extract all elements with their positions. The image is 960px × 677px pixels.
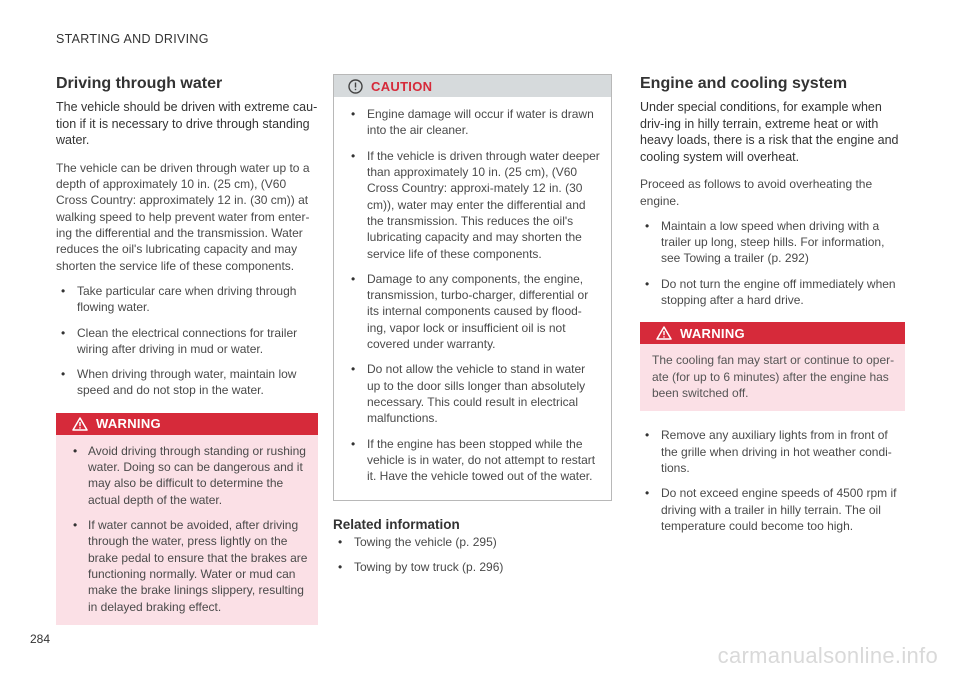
section-title-driving-through-water: Driving through water [56,75,223,92]
warning-box [640,322,905,411]
related-link-towing-vehicle[interactable]: • Towing the vehicle (p. 295) [338,534,497,549]
warning-triangle-icon [72,417,88,431]
bullet-glyph: • [73,518,78,532]
list-item: • If water cannot be avoided, after driving through the water, press lightly on the brake pedal to ensure that the brakes are functioning normally. Water or mud can make the brake linings slippery, resulting in delayed braking effect. [73,518,308,614]
bullet-list [640,218,905,309]
caution-bullet-list [346,106,601,485]
column-caution [333,74,612,584]
warning-header [640,322,905,344]
lead-paragraph: Under special conditions, for example when driv-ing in hilly terrain, extreme heat or with heavy loads, there is a risk that the engine and cooling system will overheat. [640,100,899,164]
warning-bullet-list [68,443,308,615]
caution-title: CAUTION [371,78,433,94]
body-paragraph: The vehicle can be driven through water up to a depth of approximately 10 in. (25 cm), (V60 Cross Country: approximately 12 in. (30 cm)) at walking speed to help prevent water from enter-ing the differential and the transmission. Water reduces the oil's lubricating capacity and may shorten the service life of these components. [56,160,310,273]
warning-body [640,344,905,411]
warning-triangle-icon [656,326,672,340]
bullet-glyph: • [61,283,66,298]
page-number: 284 [30,632,51,646]
bullet-glyph: • [645,486,650,501]
warning-box [56,413,318,625]
list-item: • Remove any auxiliary lights from in front of the grille when driving in hot weather condi-tions. [645,428,892,475]
bullet-glyph: • [73,443,78,458]
list-item: • Avoid driving through standing or rushing water. Doing so can be dangerous and it may also be difficult to determine the actual depth of the water. [73,443,306,507]
bullet-glyph: • [645,428,650,443]
section-header: STARTING AND DRIVING [56,32,209,46]
caution-box [333,74,612,501]
list-item: • Damage to any components, the engine, transmission, turbo-charger, differential or its internal components caused by flood-ing, vapor lock or insufficient oil is not covered under warranty. [351,271,589,352]
related-information-title: Related information [333,516,460,532]
warning-title: WARNING [680,325,745,341]
bullet-glyph: • [338,559,343,574]
column-engine-cooling [640,74,905,543]
bullet-glyph: • [351,271,356,286]
list-item: • If the vehicle is driven through water deeper than approximately 10 in. (25 cm), (V60 Cross Country: approxi-mately 12 in. (30 cm)), water may enter the differential and the transmission. This reduces the oil's lubricating capacity and may shorten the service life of these components. [351,148,600,261]
body-paragraph: Proceed as follows to avoid overheating the engine. [640,177,873,208]
lead-paragraph: The vehicle should be driven with extreme cau-tion if it is necessary to drive through standing water. [56,100,318,148]
bullet-glyph: • [351,436,356,451]
warning-title: WARNING [96,416,161,432]
caution-body [334,97,611,500]
list-item: • Do not exceed engine speeds of 4500 rpm if driving with a trailer in hilly terrain. The oil temperature could become too high. [645,486,897,533]
bullet-glyph: • [61,367,66,382]
list-item: • Do not allow the vehicle to stand in water up to the door sills longer than absolutely necessary. This could result in electrical malfunctions. [351,362,586,426]
bullet-glyph: • [351,148,356,163]
bullet-list-2 [640,427,905,534]
bullet-list [56,283,318,399]
related-links-list [333,534,612,576]
list-item: • When driving through water, maintain low speed and do not stop in the water. [61,367,297,398]
list-item: • Maintain a low speed when driving with a trailer up long, steep hills. For information, see Towing a trailer (p. 292) [645,218,885,266]
warning-text: The cooling fan may start or continue to oper-ate (for up to 6 minutes) after the engine has been switched off. [652,353,895,400]
list-item: • Take particular care when driving through flowing water. [61,283,297,315]
bullet-glyph: • [338,534,343,549]
warning-header [56,413,318,435]
list-item: • Clean the electrical connections for trailer wiring after driving in mud or water. [61,325,298,356]
bullet-glyph: • [645,218,650,233]
related-link-towing-by-tow-truck[interactable]: • Towing by tow truck (p. 296) [338,559,504,574]
caution-exclamation-icon [348,79,363,94]
bullet-glyph: • [645,276,650,291]
list-item: • Do not turn the engine off immediately when stopping after a hard drive. [645,276,896,308]
bullet-glyph: • [61,325,66,340]
warning-body [56,435,318,625]
watermark: carmanualsonline.info [717,643,938,668]
caution-header [334,74,611,97]
section-title-engine-cooling: Engine and cooling system [640,75,848,92]
column-driving-through-water [56,74,318,625]
bullet-glyph: • [351,362,356,377]
list-item: • Engine damage will occur if water is drawn into the air cleaner. [351,107,594,138]
bullet-glyph: • [351,107,356,121]
list-item: • If the engine has been stopped while the vehicle is in water, do not attempt to restart it. Have the vehicle towed out of the water. [351,436,596,484]
